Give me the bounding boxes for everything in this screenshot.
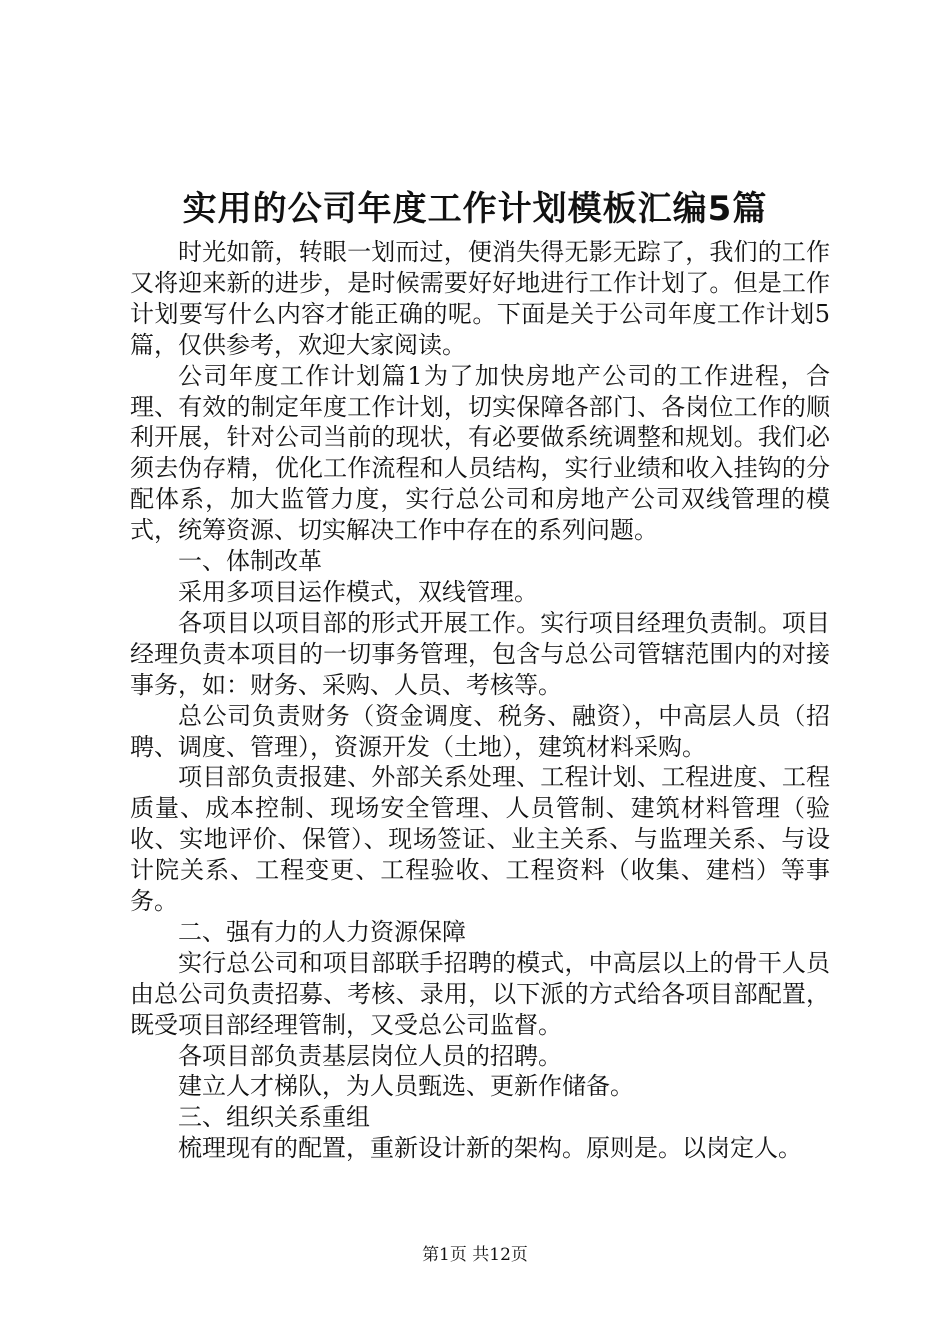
page-footer: 第1页 共12页	[422, 1245, 528, 1265]
document-title: 实用的公司年度工作计划模板汇编5篇	[182, 189, 768, 229]
paragraph: 建立人才梯队，为人员甄选、更新作储备。	[178, 1072, 634, 1101]
document-body	[130, 237, 830, 1164]
paragraph: 各项目部负责基层岗位人员的招聘。	[178, 1041, 562, 1070]
section-heading-2: 二、强有力的人力资源保障	[178, 917, 466, 946]
paragraph: 梳理现有的配置，重新设计新的架构。原则是。以岗定人。	[178, 1134, 802, 1163]
paragraph: 总公司负责财务（资金调度、税务、融资），中高层人员（招聘、调度、管理），资源开发（土地），建筑材料采购。	[130, 701, 830, 761]
paragraph: 各项目以项目部的形式开展工作。实行项目经理负责制。项目经理负责本项目的一切事务管理，包含与总公司管辖范围内的对接事务，如：财务、采购、人员、考核等。	[130, 608, 830, 699]
paragraph: 采用多项目运作模式，双线管理。	[178, 577, 538, 606]
paragraph-intro: 时光如箭，转眼一划而过，便消失得无影无踪了，我们的工作又将迎来新的进步，是时候需要好好地进行工作计划了。但是工作计划要写什么内容才能正确的呢。下面是关于公司年度工作计划5篇，仅供参考，欢迎大家阅读。	[130, 238, 830, 359]
section-heading-3: 三、组织关系重组	[178, 1103, 370, 1132]
section-heading-1: 一、体制改革	[178, 547, 322, 576]
paragraph: 实行总公司和项目部联手招聘的模式，中高层以上的骨干人员由总公司负责招募、考核、录用，以下派的方式给各项目部配置，既受项目部经理管制，又受总公司监督。	[130, 948, 830, 1039]
paragraph: 项目部负责报建、外部关系处理、工程计划、工程进度、工程质量、成本控制、现场安全管理、人员管制、建筑材料管理（验收、实地评价、保管）、现场签证、业主关系、与监理关系、与设计院关系、工程变更、工程验收、工程资料（收集、建档）等事务。	[130, 763, 830, 916]
paragraph-plan-1: 公司年度工作计划篇1为了加快房地产公司的工作进程，合理、有效的制定年度工作计划，切实保障各部门、各岗位工作的顺利开展，针对公司当前的现状，有必要做系统调整和规划。我们必须去伪存精，优化工作流程和人员结构，实行业绩和收入挂钩的分配体系，加大监管力度，实行总公司和房地产公司双线管理的模式，统筹资源、切实解决工作中存在的系列问题。	[130, 361, 830, 545]
